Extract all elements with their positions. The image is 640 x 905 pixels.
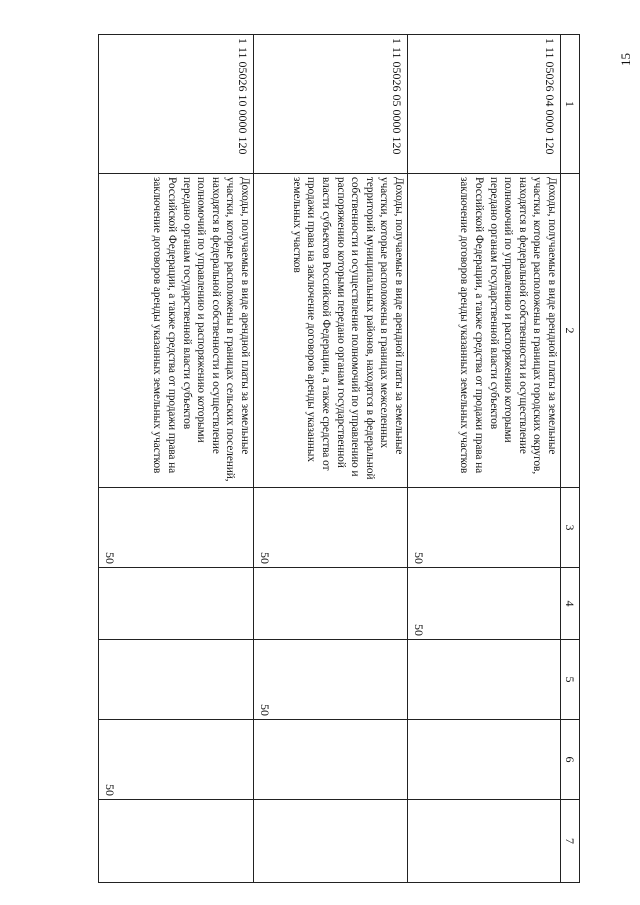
header-col-6: 6 [561, 720, 580, 800]
description-cell: Доходы, получаемые в виде арендной платы за земельные участки, которые расположены в границах межселенных территорий муниципальных районов, находятся в федеральной собственности и осуществление полномочий по управлению и распоряжению которыми передано органам государственной власти субъектов Российской Федерации, а также средства от продажи права на заключение договоров аренды указанных земельных участков [254, 174, 408, 488]
page-number: 15 [618, 53, 633, 67]
value-cell-col-3: 50 [254, 488, 408, 568]
value-cell-col-4 [99, 568, 254, 640]
description-cell: Доходы, получаемые в виде арендной платы за земельные участки, которые расположены в границах сельских поселений, находятся в федеральной собственности и осуществление полномочий по управлению и распоряжению которыми передано органам государственной власти субъектов Российской Федерации, а также средства от продажи права на заключение договоров аренды указанных земельных участков [99, 174, 254, 488]
table-row [408, 35, 561, 883]
value-cell-col-3: 50 [99, 488, 254, 568]
value-cell-col-6 [408, 720, 561, 800]
table-row [254, 35, 408, 883]
value-cell-col-7 [408, 800, 561, 883]
revenue-code-cell: 1 11 05026 10 0000 120 [99, 35, 254, 174]
value-cell-col-4 [254, 568, 408, 640]
header-row [561, 35, 580, 883]
header-col-7: 7 [561, 800, 580, 883]
value-cell-col-5 [408, 640, 561, 720]
value-cell-col-4: 50 [408, 568, 561, 640]
value-cell-col-6 [254, 720, 408, 800]
header-col-5: 5 [561, 640, 580, 720]
revenue-code-cell: 1 11 05026 05 0000 120 [254, 35, 408, 174]
header-col-4: 4 [561, 568, 580, 640]
revenue-table [98, 34, 580, 883]
value-cell-col-6: 50 [99, 720, 254, 800]
revenue-code-cell: 1 11 05026 04 0000 120 [408, 35, 561, 174]
value-cell-col-7 [99, 800, 254, 883]
value-cell-col-3: 50 [408, 488, 561, 568]
value-cell-col-7 [254, 800, 408, 883]
value-cell-col-5 [99, 640, 254, 720]
header-col-1: 1 [561, 35, 580, 174]
rotated-table-container [100, 34, 580, 882]
description-cell: Доходы, получаемые в виде арендной платы за земельные участки, которые расположены в границах городских округов, находятся в федеральной собственности и осуществление полномочий по управлению и распоряжению которыми передано органам государственной власти субъектов Российской Федерации, а также средства от продажи права на заключение договоров аренды указанных земельных участков [408, 174, 561, 488]
table-row [99, 35, 254, 883]
header-col-3: 3 [561, 488, 580, 568]
header-col-2: 2 [561, 174, 580, 488]
value-cell-col-5: 50 [254, 640, 408, 720]
